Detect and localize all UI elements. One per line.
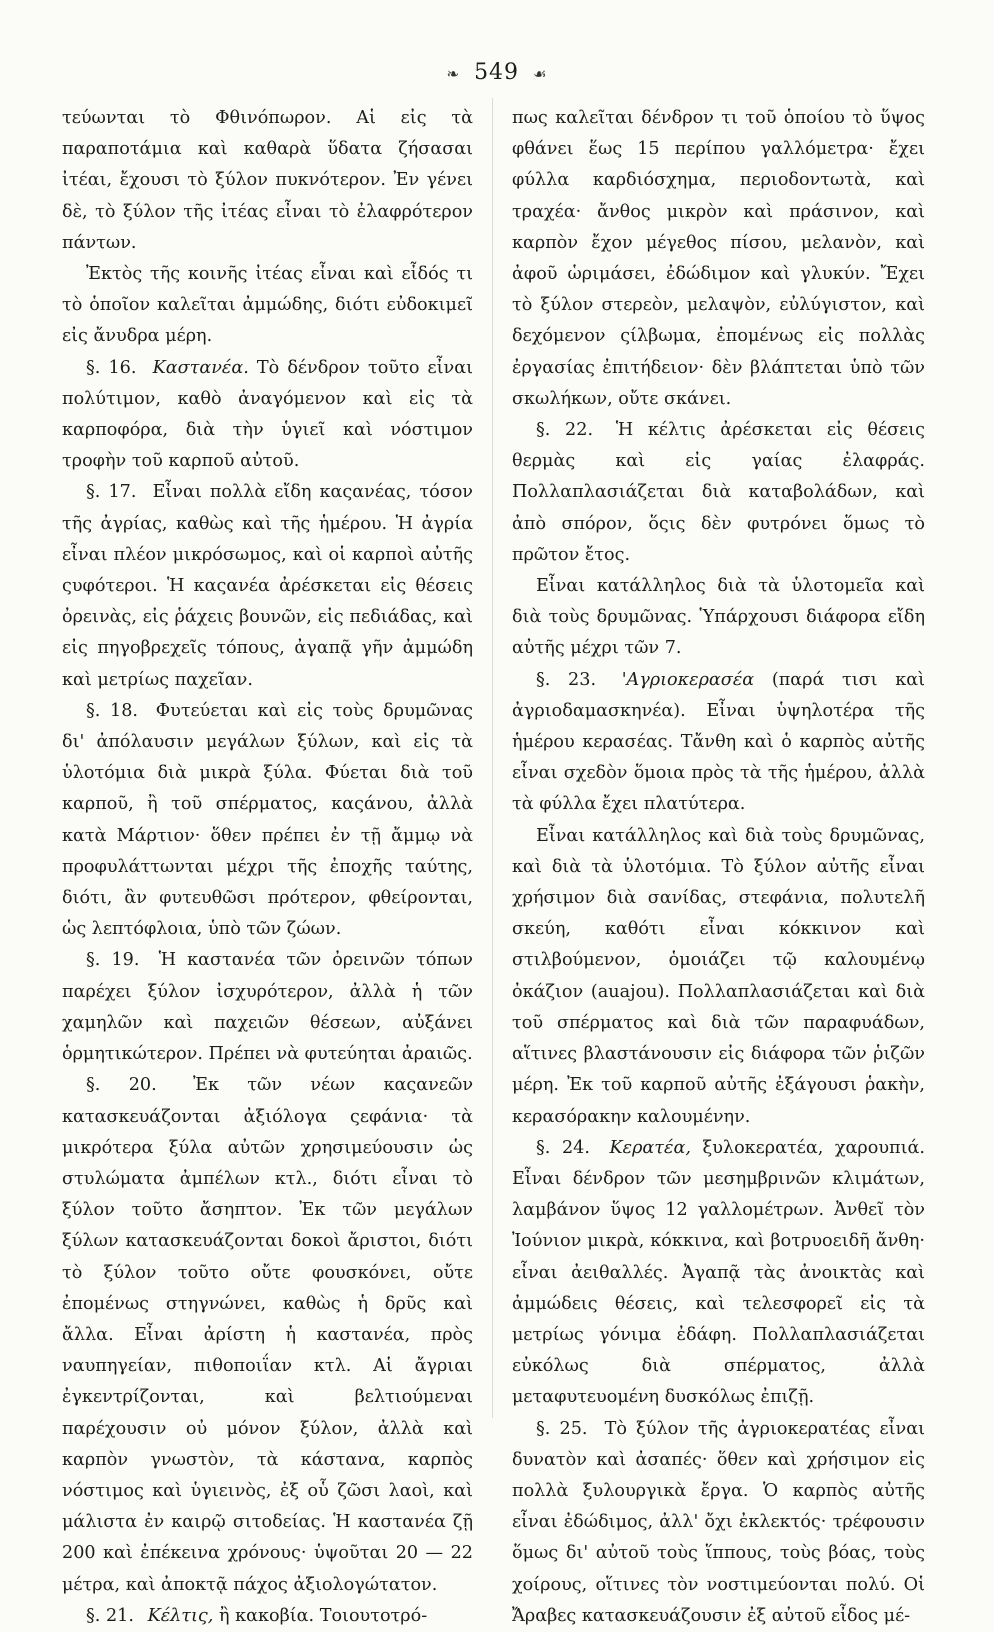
section-text: ξυλοκερατέα, χαρουπιά. Εἶναι δένδρον τῶν μεσημβρινῶν κλιμάτων, λαμβάνον ὕψος 12 γαλλομέτρων. Ἀνθεῖ τὸν Ἰούνιον μικρὰ, κόκκινα, καὶ βοτρυοειδῆ ἄνθη· εἶναι ἀειθαλλές. Ἀγαπᾷ τὰς ἀνοικτὰς καὶ ἀμμώδεις θέσεις, καὶ τελεσφορεῖ εἰς τὰ μετρίως γόνιμα ἐδάφη. Πολλαπλασιάζεται εὐκόλως διὰ σπέρματος, ἀλλὰ μεταφυτευομένη δυσκόλως ἐπιζῇ. [512, 1137, 925, 1408]
paragraph: Εἶναι κατάλληλος διὰ τὰ ὑλοτομεῖα καὶ διὰ τοὺς δρυμῶνας. Ὑπάρχουσι διάφορα εἴδη αὐτῆς μέχρι τῶν 7. [512, 576, 925, 659]
section-20 [62, 1070, 473, 1600]
section-19 [62, 945, 473, 1070]
section-number: §. 17. [86, 482, 137, 503]
section-number: §. 20. [86, 1075, 157, 1096]
species-name: Κέλτις, [147, 1605, 214, 1626]
ornament-left-icon: ❧ [446, 65, 461, 83]
species-name: Καστανέα. [152, 357, 249, 378]
section-number: §. 21. [86, 1605, 134, 1626]
right-column [512, 103, 925, 1632]
section-number: §. 19. [86, 950, 140, 971]
section-21 [62, 1601, 473, 1632]
section-24 [512, 1133, 925, 1414]
section-text: Ἡ κέλτις ἀρέσκεται εἰς θέσεις θερμὰς καὶ εἰς γαίας ἐλαφράς. Πολλαπλασιάζεται διὰ καταβολάδων, καὶ ἀπὸ σπόρον, ὅςις δὲν φυτρόνει ὅμως τὸ πρῶτον ἔτος. [512, 420, 926, 565]
paragraph: Εἶναι κατάλληλος καὶ διὰ τοὺς δρυμῶνας, καὶ διὰ τὰ ὑλοτόμια. Τὸ ξύλον αὐτῆς εἶναι χρήσιμον διὰ σανίδας, στεφάνια, πολυτελῆ σκεύη, καθότι εἶναι κόκκινον καὶ στιλβούμενον, ὁμοιάζει τῷ καλουμένῳ ὀκάζιον (auajou). Πολλαπλασιάζεται καὶ διὰ τοῦ σπέρματος καὶ διὰ τῶν παραφυάδων, αἵτινες βλαστάνουσιν εἰς διάφορα τῶν ῥιζῶν μέρη. Ἐκ τοῦ καρποῦ αὐτῆς ἐξάγουσι ῥακὴν, κερασόρακην καλουμένην. [512, 825, 925, 1127]
section-text: Φυτεύεται καὶ εἰς τοὺς δρυμῶνας δι' ἀπόλαυσιν μεγάλων ξύλων, καὶ εἰς τὰ ὑλοτόμια διὰ μικρὰ ξύλα. Φύεται διὰ τοῦ καρποῦ, ἢ τοῦ σπέρματος, καςάνου, ἀλλὰ κατὰ Μάρτιον· ὅθεν πρέπει ἐν τῇ ἄμμῳ νὰ προφυλάττωνται μέχρι τῆς ἐποχῆς ταύτης, διότι, ἂν φυτευθῶσι πρότερον, φθείρονται, ὡς λεπτόφλοια, ὑπὸ τῶν ζώων. [62, 700, 473, 940]
section-text: Τὸ δένδρον τοῦτο εἶναι πολύτιμον, καθὸ ἀναγόμενον καὶ εἰς τὰ καρποφόρα, διὰ τὴν ὑγιεῖ καὶ νόστιμον τροφὴν τοῦ καρποῦ αὐτοῦ. [62, 357, 473, 472]
section-number: §. 24. [536, 1137, 590, 1158]
section-number: §. 16. [86, 357, 137, 378]
section-23 [512, 665, 925, 821]
section-16 [62, 353, 473, 478]
section-text: Εἶναι πολλὰ εἴδη καςανέας, τόσον τῆς ἀγρίας, καθὼς καὶ τῆς ἡμέρου. Ἡ ἀγρία εἶναι πλέον μικρόσωμος, καὶ οἱ καρποὶ αὐτῆς ςυφότεροι. Ἡ καςανέα ἀρέσκεται εἰς θέσεις ὀρεινὰς, εἰς ῥάχεις βουνῶν, εἰς πεδιάδας, καὶ εἰς πηγοβρεχεῖς τόπους, ἀγαπᾷ γῆν ἀμμώδη καὶ μετρίως παχεῖαν. [62, 482, 473, 690]
column-gutter [492, 98, 493, 1418]
section-22 [512, 415, 925, 571]
species-name: 'Αγριοκερασέα [621, 669, 755, 690]
section-17 [62, 477, 473, 695]
section-text: Τὸ ξύλον τῆς ἀγριοκερατέας εἶναι δυνατὸν καὶ ἀσαπές· ὅθεν καὶ χρήσιμον εἰς πολλὰ ξυλουργικὰ ἔργα. Ὁ καρπὸς αὐτῆς εἶναι ἐδώδιμος, ἀλλ' ὄχι ἐκλεκτός· τρέφουσιν ὅμως δι' αὐτοῦ τοὺς ἵππους, τοὺς βόας, τοὺς χοίρους, οἵτινες τὸν νοστιμεύονται πολύ. Οἱ Ἄραβες κατασκευάζουσιν ἐξ αὐτοῦ εἶδος μέ- [512, 1418, 926, 1626]
section-text: Ἐκ τῶν νέων καςανεῶν κατασκευάζονται ἀξιόλογα ςεφάνια· τὰ μικρότερα ξύλα αὐτῶν χρησιμεύουσιν ὡς στυλώματα ἀμπέλων κτλ., διότι εἶναι τὸ ξύλον τοῦτο ἄσηπτον. Ἐκ τῶν μεγάλων ξύλων κατασκευάζονται δοκοὶ ἄριστοι, διότι τὸ ξύλον τοῦτο οὔτε φουσκόνει, οὔτε ἐπομένως στηγνώνει, καθὼς ἡ δρῦς καὶ ἄλλα. Εἶναι ἀρίστη ἡ καστανέα, πρὸς ναυπηγείαν, πιθοποιΐαν κτλ. Αἱ ἄγριαι ἐγκεντρίζονται, καὶ βελτιούμεναι παρέχουσιν οὐ μόνον ξύλον, ἀλλὰ καὶ καρπὸν γνωστὸν, τὰ κάστανα, καρπὸς νόστιμος καὶ ὑγιεινὸς, ἐξ οὗ ζῶσι λαοὶ, καὶ μάλιστα ἐν καιρῷ σιτοδείας. Ἡ καστανέα ζῇ 200 καὶ ἐπέκεινα χρόνους· ὑψοῦται 20 — 22 μέτρα, καὶ ἀποκτᾷ πάχος ἀξιολογώτατον. [62, 1075, 474, 1595]
paragraph: Ἐκτὸς τῆς κοινῆς ἰτέας εἶναι καὶ εἶδός τι τὸ ὁποῖον καλεῖται ἀμμώδης, διότι εὐδοκιμεῖ εἰς ἄνυδρα μέρη. [62, 264, 473, 347]
left-column [62, 103, 473, 1632]
section-number: §. 23. [536, 669, 597, 690]
section-text: Ἡ καστανέα τῶν ὀρεινῶν τόπων παρέχει ξύλον ἰσχυρότερον, ἀλλὰ ἡ τῶν χαμηλῶν καὶ παχειῶν θέσεων, αὐξάνει ὁρμητικώτερον. Πρέπει νὰ φυτεύηται ἀραιῶς. [62, 950, 473, 1065]
section-18 [62, 696, 473, 946]
section-text: ἢ κακοβία. Τοιουτοτρό- [218, 1605, 428, 1626]
page-header [0, 60, 994, 85]
section-number: §. 22. [536, 420, 594, 441]
paragraph: τεύωνται τὸ Φθινόπωρον. Αἱ εἰς τὰ παραποτάμια καὶ καθαρὰ ὕδατα ζήσασαι ἰτέαι, ἔχουσι τὸ ξύλον πυκνότερον. Ἐν γένει δὲ, τὸ ξύλον τῆς ἰτέας εἶναι τὸ ἐλαφρότερον πάντων. [62, 108, 473, 253]
section-number: §. 18. [86, 700, 139, 721]
ornament-right-icon: ☙ [533, 65, 548, 83]
paragraph: πως καλεῖται δένδρον τι τοῦ ὁποίου τὸ ὕψος φθάνει ἕως 15 περίπου γαλλόμετρα· ἔχει φύλλα καρδιόσχημα, περιοδοντωτὰ, καὶ τραχέα· ἄνθος μικρὸν καὶ πράσινον, καὶ καρπὸν ἔχον μέγεθος πίσου, μελανὸν, καὶ ἀφοῦ ὡριμάσει, ἐδώδιμον καὶ γλυκύν. Ἔχει τὸ ξύλον στερεὸν, μελαψὸν, εὐλύγιστον, καὶ δεχόμενον ςίλβωμα, ἐπομένως εἰς πολλὰς ἐργασίας ἐπιτήδειον· δὲν βλάπτεται ὑπὸ τῶν σκωλήκων, οὔτε σκάνει. [512, 108, 925, 409]
species-name: Κερατέα, [609, 1137, 691, 1158]
section-25 [512, 1414, 925, 1632]
page-number: 549 [474, 60, 520, 85]
section-text: (παρά τισι καὶ ἀγριοδαμασκηνέα). Εἶναι ὑψηλοτέρα τῆς ἡμέρου κερασέας. Τἄνθη καὶ ὁ καρπὸς αὐτῆς εἶναι σχεδὸν ὅμοια πρὸς τὰ τῆς ἡμέρου, ἀλλὰ τὰ φύλλα ἔχει πλατύτερα. [512, 669, 926, 815]
section-number: §. 25. [536, 1418, 588, 1439]
